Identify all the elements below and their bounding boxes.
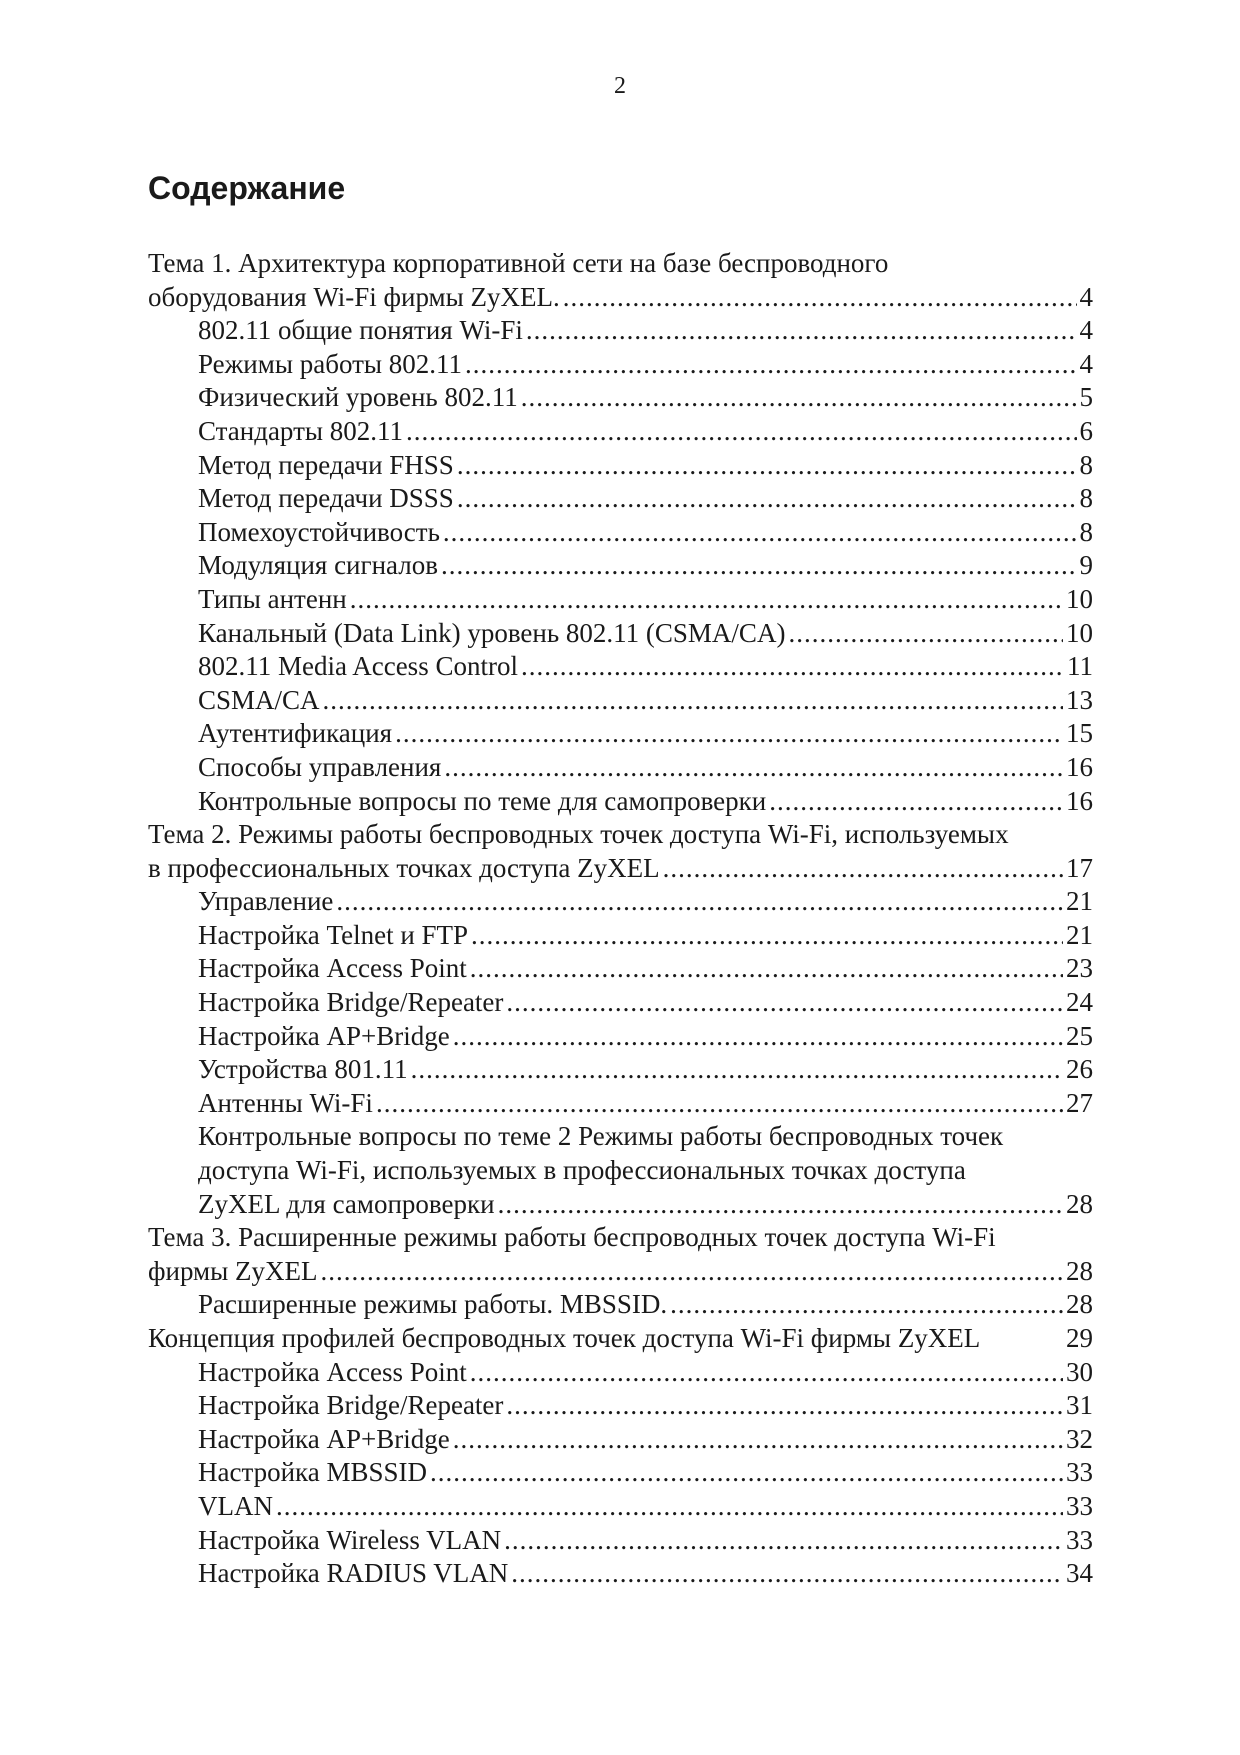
table-of-contents	[148, 247, 1093, 1591]
toc-entry-title: Концепция профилей беспроводных точек доступа Wi-Fi фирмы ZyXEL	[148, 1323, 981, 1353]
toc-dot-leader	[670, 1288, 1063, 1322]
toc-entry-title: Аутентификация	[198, 718, 393, 749]
toc-entry-title: Настройка Bridge/Repeater	[198, 987, 504, 1018]
toc-entry[interactable]	[148, 684, 1093, 718]
toc-entry-page-number: 28	[1066, 1255, 1093, 1286]
toc-title: Содержание	[148, 170, 346, 206]
toc-entry[interactable]	[148, 314, 1093, 348]
toc-dot-leader	[769, 785, 1063, 819]
toc-entry[interactable]	[148, 549, 1093, 583]
toc-dot-leader	[321, 1255, 1064, 1289]
toc-entry-title: Метод передачи FHSS	[198, 449, 454, 480]
toc-entry-title: оборудования Wi-Fi фирмы ZyXEL.	[148, 281, 560, 312]
toc-entry-title: Настройка MBSSID	[198, 1457, 428, 1488]
toc-entry-title: 802.11 Media Access Control	[198, 651, 518, 682]
toc-entry-page-number: 32	[1066, 1423, 1093, 1454]
toc-entry-title: Стандарты 802.11	[198, 415, 404, 446]
toc-dot-leader	[465, 348, 1076, 382]
toc-dot-leader	[563, 281, 1077, 315]
toc-entry-title-line: Тема 1. Архитектура корпоративной сети на базе беспроводного	[148, 248, 889, 278]
toc-entry-title: Расширенные режимы работы. MBSSID.	[198, 1289, 668, 1320]
toc-entry[interactable]	[148, 583, 1093, 617]
toc-entry-page-number: 16	[1066, 785, 1093, 816]
toc-entry-page-number: 4	[1079, 348, 1093, 379]
toc-entry[interactable]	[148, 1120, 1093, 1221]
toc-dot-leader	[504, 1524, 1063, 1558]
toc-entry-page-number: 8	[1079, 516, 1093, 547]
toc-entry[interactable]	[148, 717, 1093, 751]
toc-entry-page-number: 23	[1066, 953, 1093, 984]
toc-dot-leader	[323, 684, 1063, 718]
toc-entry-page-number: 13	[1066, 684, 1093, 715]
toc-entry-title: в профессиональных точках доступа ZyXEL	[148, 852, 660, 883]
toc-entry-title: Физический уровень 802.11	[198, 382, 518, 413]
toc-dot-leader	[430, 1456, 1063, 1490]
toc-entry-title: Настройка Access Point	[198, 1356, 467, 1387]
toc-dot-leader	[443, 516, 1077, 550]
toc-entry[interactable]	[148, 885, 1093, 919]
toc-entry[interactable]	[148, 415, 1093, 449]
toc-entry-page-number: 33	[1066, 1490, 1093, 1521]
toc-entry[interactable]	[148, 1524, 1093, 1558]
toc-entry-title: Настройка Access Point	[198, 953, 467, 984]
toc-dot-leader	[788, 617, 1063, 651]
toc-entry[interactable]	[148, 1490, 1093, 1524]
toc-entry-title: Контрольные вопросы по теме для самопроверки	[198, 785, 767, 816]
toc-dot-leader	[521, 381, 1077, 415]
toc-entry-page-number: 11	[1067, 651, 1093, 682]
toc-entry[interactable]	[148, 1389, 1093, 1423]
toc-dot-leader	[350, 583, 1063, 617]
toc-entry-title: Настройка Wireless VLAN	[198, 1524, 502, 1555]
toc-dot-leader	[470, 952, 1063, 986]
toc-entry-title: Настройка RADIUS VLAN	[198, 1558, 509, 1589]
toc-entry-title-line: Контрольные вопросы по теме 2 Режимы работы беспроводных точек	[198, 1121, 1004, 1152]
toc-dot-leader	[444, 751, 1063, 785]
toc-dot-leader	[470, 1356, 1063, 1390]
toc-entry-page-number: 33	[1066, 1457, 1093, 1488]
toc-entry-title: Типы антенн	[198, 583, 347, 614]
toc-dot-leader	[453, 1423, 1063, 1457]
toc-entry-page-number: 25	[1066, 1020, 1093, 1051]
toc-entry-title: 802.11 общие понятия Wi-Fi	[198, 315, 523, 346]
toc-dot-leader	[395, 717, 1063, 751]
toc-entry[interactable]	[148, 617, 1093, 651]
toc-entry-page-number: 4	[1079, 315, 1093, 346]
toc-entry-page-number: 21	[1066, 886, 1093, 917]
toc-entry[interactable]	[148, 1087, 1093, 1121]
toc-entry-title: Антенны Wi-Fi	[198, 1087, 373, 1118]
toc-entry[interactable]	[148, 818, 1093, 885]
toc-entry[interactable]	[148, 751, 1093, 785]
toc-entry[interactable]	[148, 381, 1093, 415]
toc-dot-leader	[511, 1557, 1063, 1591]
toc-entry-title: CSMA/CA	[198, 684, 320, 715]
toc-entry-title-line: доступа Wi-Fi, используемых в профессиональных точках доступа	[198, 1155, 966, 1186]
toc-dot-leader	[471, 919, 1063, 953]
toc-entry[interactable]	[148, 919, 1093, 953]
toc-dot-leader	[376, 1087, 1063, 1121]
toc-entry-title: Канальный (Data Link) уровень 802.11 (CSMA/CA)	[198, 617, 786, 648]
toc-entry-page-number: 4	[1079, 281, 1093, 312]
toc-dot-leader	[411, 1053, 1063, 1087]
toc-dot-leader	[506, 986, 1063, 1020]
toc-entry[interactable]	[148, 482, 1093, 516]
toc-entry-page-number: 27	[1066, 1087, 1093, 1118]
toc-entry-page-number: 17	[1066, 852, 1093, 883]
toc-entry[interactable]	[148, 516, 1093, 550]
toc-entry-title-line: Тема 3. Расширенные режимы работы беспроводных точек доступа Wi-Fi	[148, 1222, 996, 1253]
toc-dot-leader	[457, 482, 1077, 516]
toc-entry-title: Режимы работы 802.11	[198, 348, 463, 379]
toc-entry-page-number: 31	[1066, 1390, 1093, 1421]
toc-dot-leader	[276, 1490, 1063, 1524]
toc-entry-title: Способы управления	[198, 751, 442, 782]
toc-dot-leader	[457, 449, 1077, 483]
toc-entry-page-number: 16	[1066, 751, 1093, 782]
toc-entry-title: Настройка AP+Bridge	[198, 1423, 450, 1454]
toc-entry-title: Настройка Telnet и FTP	[198, 919, 469, 950]
toc-entry-title-line: Тема 2. Режимы работы беспроводных точек доступа Wi-Fi, используемых	[148, 819, 1009, 850]
toc-entry[interactable]	[148, 1456, 1093, 1490]
toc-entry-page-number: 29	[1066, 1323, 1093, 1353]
toc-entry-title: фирмы ZyXEL	[148, 1255, 318, 1286]
toc-entry-page-number: 33	[1066, 1524, 1093, 1555]
toc-entry-title: ZyXEL для самопроверки	[198, 1188, 495, 1219]
toc-entry-title: Метод передачи DSSS	[198, 483, 454, 514]
toc-entry-page-number: 10	[1066, 583, 1093, 614]
toc-entry-title: Управление	[198, 886, 334, 917]
toc-entry[interactable]	[148, 1221, 1093, 1288]
toc-entry[interactable]	[148, 449, 1093, 483]
toc-entry[interactable]	[148, 785, 1093, 819]
toc-entry-title: VLAN	[198, 1490, 273, 1521]
toc-entry-page-number: 8	[1079, 449, 1093, 480]
toc-entry-page-number: 6	[1079, 415, 1093, 446]
toc-entry[interactable]	[148, 247, 1093, 314]
toc-entry-title: Помехоустойчивость	[198, 516, 440, 547]
toc-entry-page-number: 9	[1079, 550, 1093, 581]
toc-dot-leader	[506, 1389, 1063, 1423]
toc-entry[interactable]	[148, 1557, 1093, 1591]
toc-dot-leader	[526, 314, 1077, 348]
toc-entry[interactable]	[148, 1322, 1093, 1356]
toc-entry[interactable]	[148, 1356, 1093, 1390]
toc-dot-leader	[521, 650, 1064, 684]
toc-entry[interactable]	[148, 952, 1093, 986]
toc-entry-page-number: 5	[1079, 382, 1093, 413]
toc-entry-page-number: 10	[1066, 617, 1093, 648]
toc-entry[interactable]	[148, 1053, 1093, 1087]
toc-dot-leader	[453, 1020, 1063, 1054]
toc-entry-title: Настройка AP+Bridge	[198, 1020, 450, 1051]
toc-entry[interactable]	[148, 986, 1093, 1020]
toc-entry[interactable]	[148, 348, 1093, 382]
toc-entry-title: Настройка Bridge/Repeater	[198, 1390, 504, 1421]
toc-entry-page-number: 28	[1066, 1289, 1093, 1320]
toc-entry[interactable]	[148, 650, 1093, 684]
toc-dot-leader	[498, 1188, 1063, 1222]
toc-entry-page-number: 24	[1066, 987, 1093, 1018]
toc-entry[interactable]	[148, 1020, 1093, 1054]
toc-dot-leader	[441, 549, 1077, 583]
toc-entry-page-number: 34	[1066, 1558, 1093, 1589]
toc-entry-page-number: 28	[1066, 1188, 1093, 1219]
toc-dot-leader	[336, 885, 1063, 919]
toc-entry-page-number: 15	[1066, 718, 1093, 749]
toc-dot-leader	[406, 415, 1076, 449]
toc-dot-leader	[663, 852, 1063, 886]
toc-entry-page-number: 26	[1066, 1054, 1093, 1085]
page-number: 2	[614, 73, 626, 99]
toc-entry-title: Модуляция сигналов	[198, 550, 438, 581]
toc-entry-page-number: 30	[1066, 1356, 1093, 1387]
toc-entry-page-number: 8	[1079, 483, 1093, 514]
toc-entry-title: Устройства 801.11	[198, 1054, 408, 1085]
toc-entry[interactable]	[148, 1423, 1093, 1457]
toc-entry[interactable]	[148, 1288, 1093, 1322]
toc-entry-page-number: 21	[1066, 919, 1093, 950]
